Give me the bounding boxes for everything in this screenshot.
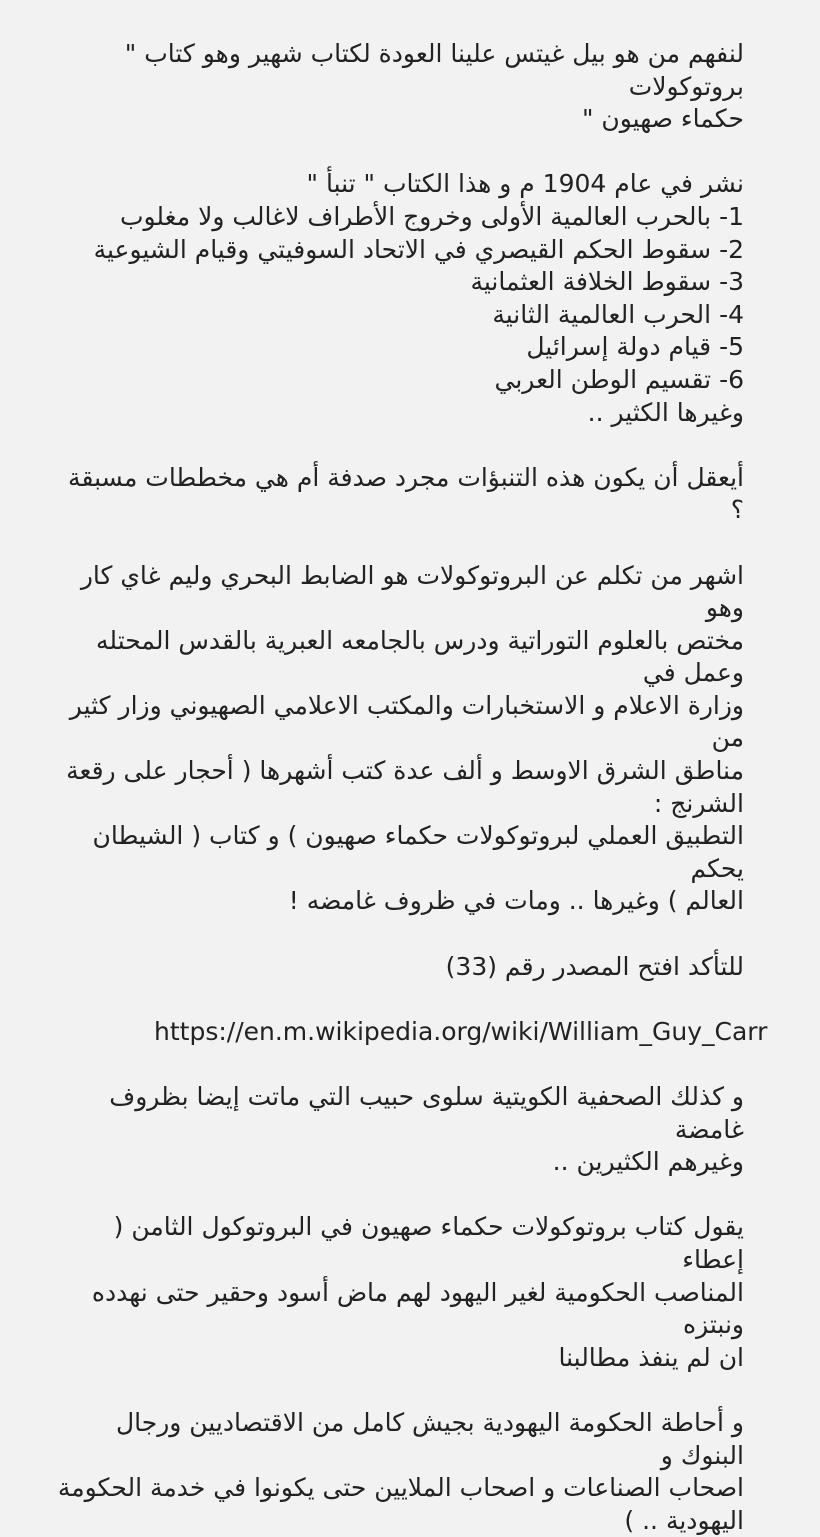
blank-line [52,527,744,560]
protocol-line: يقول كتاب بروتوكولات حكماء صهيون في البروتوكول الثامن ( إعطاء [113,1212,744,1274]
blank-line [52,136,744,169]
carr-line: العالم ) وغيرها .. ومات في ظروف غامضه ! [288,886,744,916]
carr-line: مناطق الشرق الاوسط و ألف عدة كتب أشهرها ( أحجار على رقعة الشرنج : [66,756,744,818]
source-note: للتأكد افتح المصدر رقم (33) [445,951,744,981]
blank-line [52,1048,744,1081]
question-paragraph: أيعقل أن يكون هذه التنبؤات مجرد صدفة أم هي مخططات مسبقة ؟ [68,462,744,525]
carr-line: اشهر من تكلم عن البروتوكولات هو الضابط البحري وليم غاي كار وهو [80,560,744,623]
carr-line: مختص بالعلوم التوراتية ودرس بالجامعه العبرية بالقدس المحتله وعمل في [96,625,744,688]
salwa-line: وغيرهم الكثيرين .. [552,1147,744,1177]
protocol-paragraph [52,1211,744,1374]
salwa-line: و كذلك الصحفية الكويتية سلوى حبيب التي ماتت إيضا بظروف غامضة [109,1082,744,1144]
prophecy-item: 6- تقسيم الوطن العربي [494,364,744,394]
prophecy-item: 5- قيام دولة إسرائيل [526,332,744,362]
source-url-line [52,1016,768,1049]
final-paragraph [52,1407,744,1537]
source-url-link[interactable]: https://en.m.wikipedia.org/wiki/William_Guy_Carr [154,1016,768,1046]
final-line: اليهودية .. ) [624,1505,744,1535]
blank-line [52,1179,744,1212]
blank-line [52,1374,744,1407]
prophecy-item: وغيرها الكثير .. [587,397,744,427]
intro-line: لنفهم من هو بيل غيتس علينا العودة لكتاب شهير وهو كتاب " بروتوكولات [124,39,744,101]
prophecy-item: 2- سقوط الحكم القيصري في الاتحاد السوفيتي وقيام الشيوعية [93,234,744,264]
intro-paragraph [52,38,744,136]
protocol-line: ان لم ينفذ مطالبنا [558,1342,744,1372]
blank-line [52,918,744,951]
prophecy-item: 3- سقوط الخلافة العثمانية [470,267,744,297]
prophecy-paragraph [52,168,744,429]
final-line: اصحاب الصناعات و اصحاب الملايين حتى يكونوا في خدمة الحكومة [57,1473,744,1503]
final-line: و أحاطة الحكومة اليهودية بجيش كامل من الاقتصاديين ورجال البنوك و [115,1407,744,1470]
blank-line [52,983,744,1016]
prophecy-item: 1- بالحرب العالمية الأولى وخروج الأطراف لاغالب ولا مغلوب [119,201,744,231]
intro-line: حكماء صهيون " [581,104,744,134]
salwa-paragraph [52,1081,744,1179]
carr-line: التطبيق العملي لبروتوكولات حكماء صهيون ) و كتاب ( الشيطان يحكم [92,821,744,883]
carr-paragraph [52,560,744,919]
carr-line: وزارة الاعلام و الاستخبارات والمكتب الاعلامي الصهيوني وزار كثير من [69,690,744,753]
prophecy-item: 4- الحرب العالمية الثانية [492,299,744,329]
prophecy-heading: نشر في عام 1904 م و هذا الكتاب " تنبأ " [306,169,744,199]
blank-line [52,429,744,462]
protocol-line: المناصب الحكومية لغير اليهود لهم ماض أسود وحقير حتى نهدده ونبتزه [91,1277,744,1340]
